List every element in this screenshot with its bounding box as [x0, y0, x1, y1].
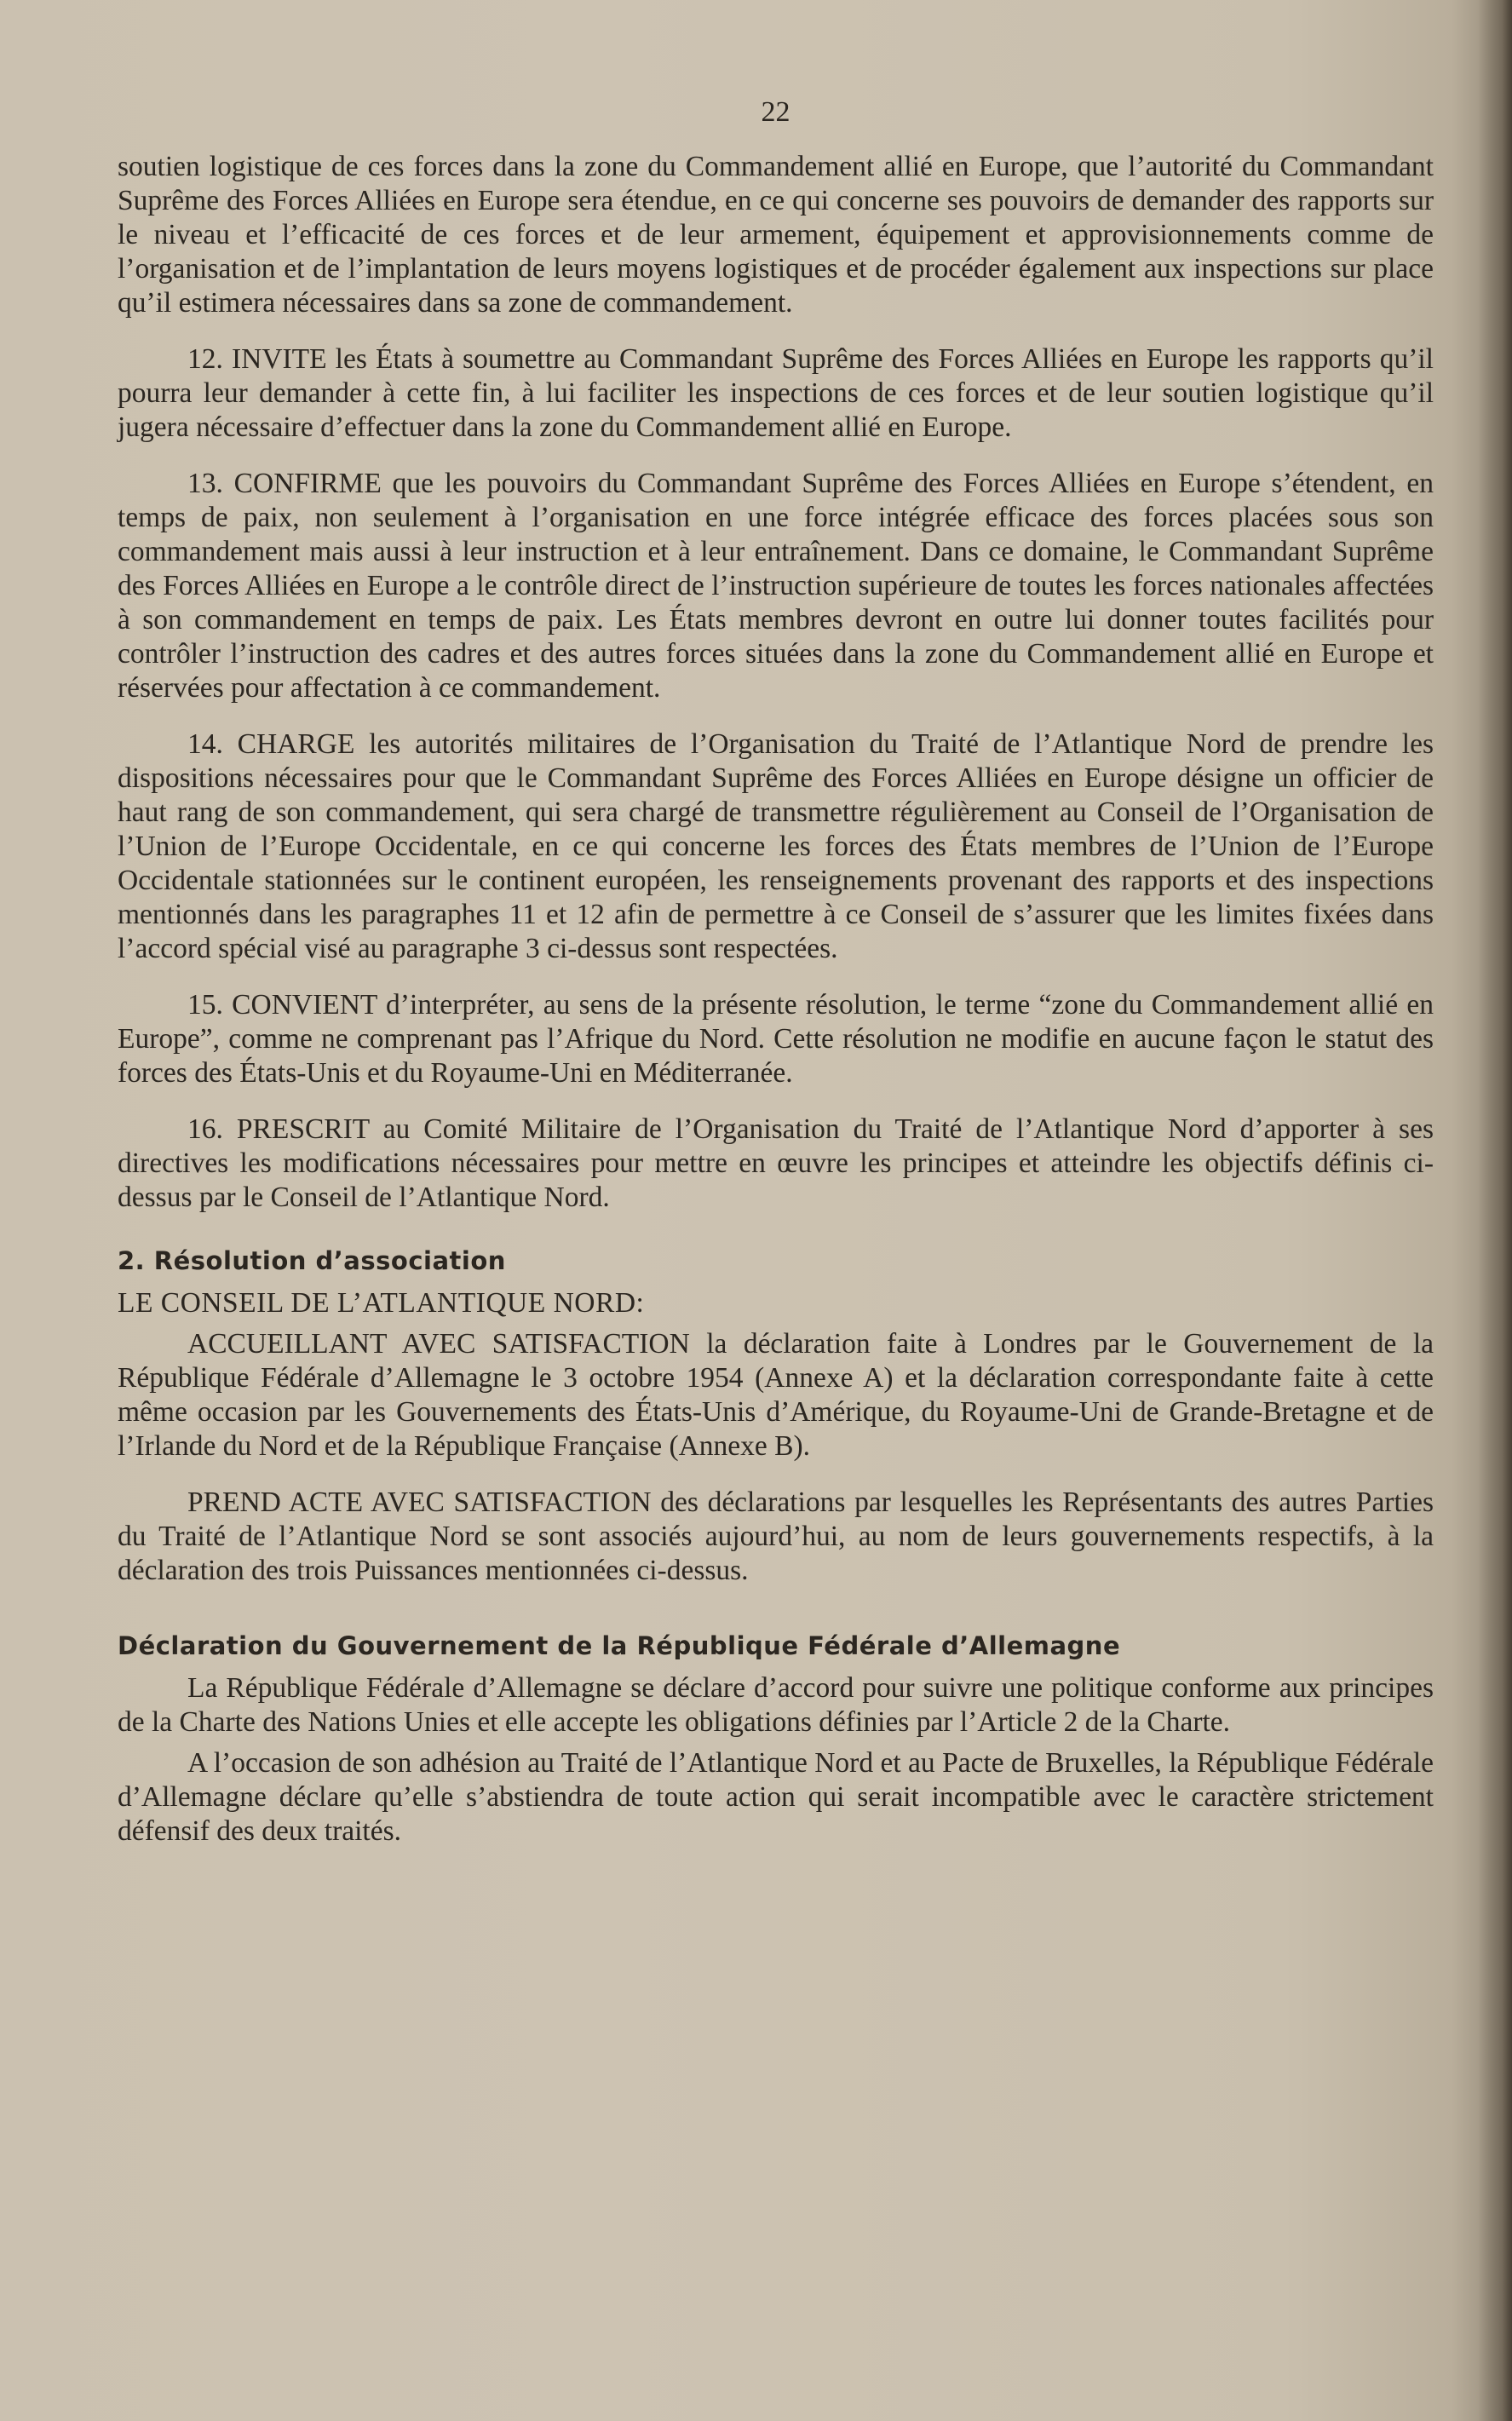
section-heading-resolution: 2. Résolution d’association	[118, 1246, 506, 1275]
paragraph-14: 14. CHARGE les autorités militaires de l’Organisation du Traité de l’Atlantique Nord de prendre les dispositions nécessaires pour que le Commandant Suprême des Forces Alliées en Europe désigne un officier de haut rang de son commandement, qui sera chargé de transmettre régulièrement au Conseil de l’Organisation de l’Union de l’Europe Occidentale, en ce qui concerne les forces des États membres de l’Union de l’Europe Occidentale stationnées sur le continent européen, les renseignements provenant des rapports et des inspections mentionnés dans les paragraphes 11 et 12 afin de permettre à ce Conseil de s’assurer que les limites fixées dans l’accord spécial visé au paragraphe 3 ci-dessus sont respectées.	[118, 728, 1434, 964]
paragraph-declaration-1: La République Fédérale d’Allemagne se déclare d’accord pour suivre une politique conforme aux principes de la Charte des Nations Unies et elle accepte les obligations définies par l’Article 2 de la Charte.	[118, 1672, 1434, 1738]
section-heading-declaration: Déclaration du Gouvernement de la République Fédérale d’Allemagne	[118, 1631, 1121, 1660]
paragraph-13: 13. CONFIRME que les pouvoirs du Commandant Suprême des Forces Alliées en Europe s’étendent, en temps de paix, non seulement à l’organisation en une force intégrée efficace des forces placées sous son commandement mais aussi à leur instruction et à leur entraînement. Dans ce domaine, le Commandant Suprême des Forces Alliées en Europe a le contrôle direct de l’instruction supérieure de toutes les forces nationales affectées à son commandement en temps de paix. Les États membres devront en outre lui donner toutes facilités pour contrôler l’instruction des cadres et des autres forces situées dans la zone du Commandement allié en Europe et réservées pour affectation à ce commandement.	[118, 468, 1434, 704]
paragraph-15: 15. CONVIENT d’interpréter, au sens de la présente résolution, le terme “zone du Commandement allié en Europe”, comme ne comprenant pas l’Afrique du Nord. Cette résolution ne modifie en aucune façon le statut des forces des États-Unis et du Royaume-Uni en Méditerranée.	[118, 989, 1434, 1089]
paragraph-12: 12. INVITE les États à soumettre au Commandant Suprême des Forces Alliées en Europe les rapports qu’il pourra leur demander à cette fin, à lui faciliter les inspections de ces forces et de leur soutien logistique qu’il jugera nécessaire d’effectuer dans la zone du Commandement allié en Europe.	[118, 343, 1434, 443]
page-content	[118, 95, 1434, 1849]
council-line: LE CONSEIL DE L’ATLANTIQUE NORD:	[118, 1287, 645, 1319]
paragraph-accueillant: ACCUEILLANT AVEC SATISFACTION la déclaration faite à Londres par le Gouvernement de la République Fédérale d’Allemagne le 3 octobre 1954 (Annexe A) et la déclaration correspondante faite à cette même occasion par les Gouvernements des États-Unis d’Amérique, du Royaume-Uni de Grande-Bretagne et de l’Irlande du Nord et de la République Française (Annexe B).	[118, 1328, 1434, 1462]
paragraph-prend-acte: PREND ACTE AVEC SATISFACTION des déclarations par lesquelles les Représentants des autres Parties du Traité de l’Atlantique Nord se sont associés aujourd’hui, au nom de leurs gouvernements respectifs, à la déclaration des trois Puissances mentionnées ci-dessus.	[118, 1487, 1434, 1586]
paragraph-declaration-2: A l’occasion de son adhésion au Traité de l’Atlantique Nord et au Pacte de Bruxelles, la République Fédérale d’Allemagne déclare qu’elle s’abstiendra de toute action qui serait incompatible avec le caractère strictement défensif des deux traités.	[118, 1747, 1434, 1847]
page-number: 22	[761, 96, 790, 128]
page-edge-shadow	[1478, 0, 1512, 2421]
paragraph-16: 16. PRESCRIT au Comité Militaire de l’Organisation du Traité de l’Atlantique Nord d’apporter à ses directives les modifications nécessaires pour mettre en œuvre les principes et atteindre les objectifs définis ci-dessus par le Conseil de l’Atlantique Nord.	[118, 1113, 1434, 1213]
paragraph-continuation: soutien logistique de ces forces dans la zone du Commandement allié en Europe, que l’autorité du Commandant Suprême des Forces Alliées en Europe sera étendue, en ce qui concerne ses pouvoirs de demander des rapports sur le niveau et l’efficacité de ces forces et de leur armement, équipement et approvisionnements comme de l’organisation et de l’implantation de leurs moyens logistiques et de procéder également aux inspections sur place qu’il estimera nécessaires dans sa zone de commandement.	[118, 151, 1434, 319]
